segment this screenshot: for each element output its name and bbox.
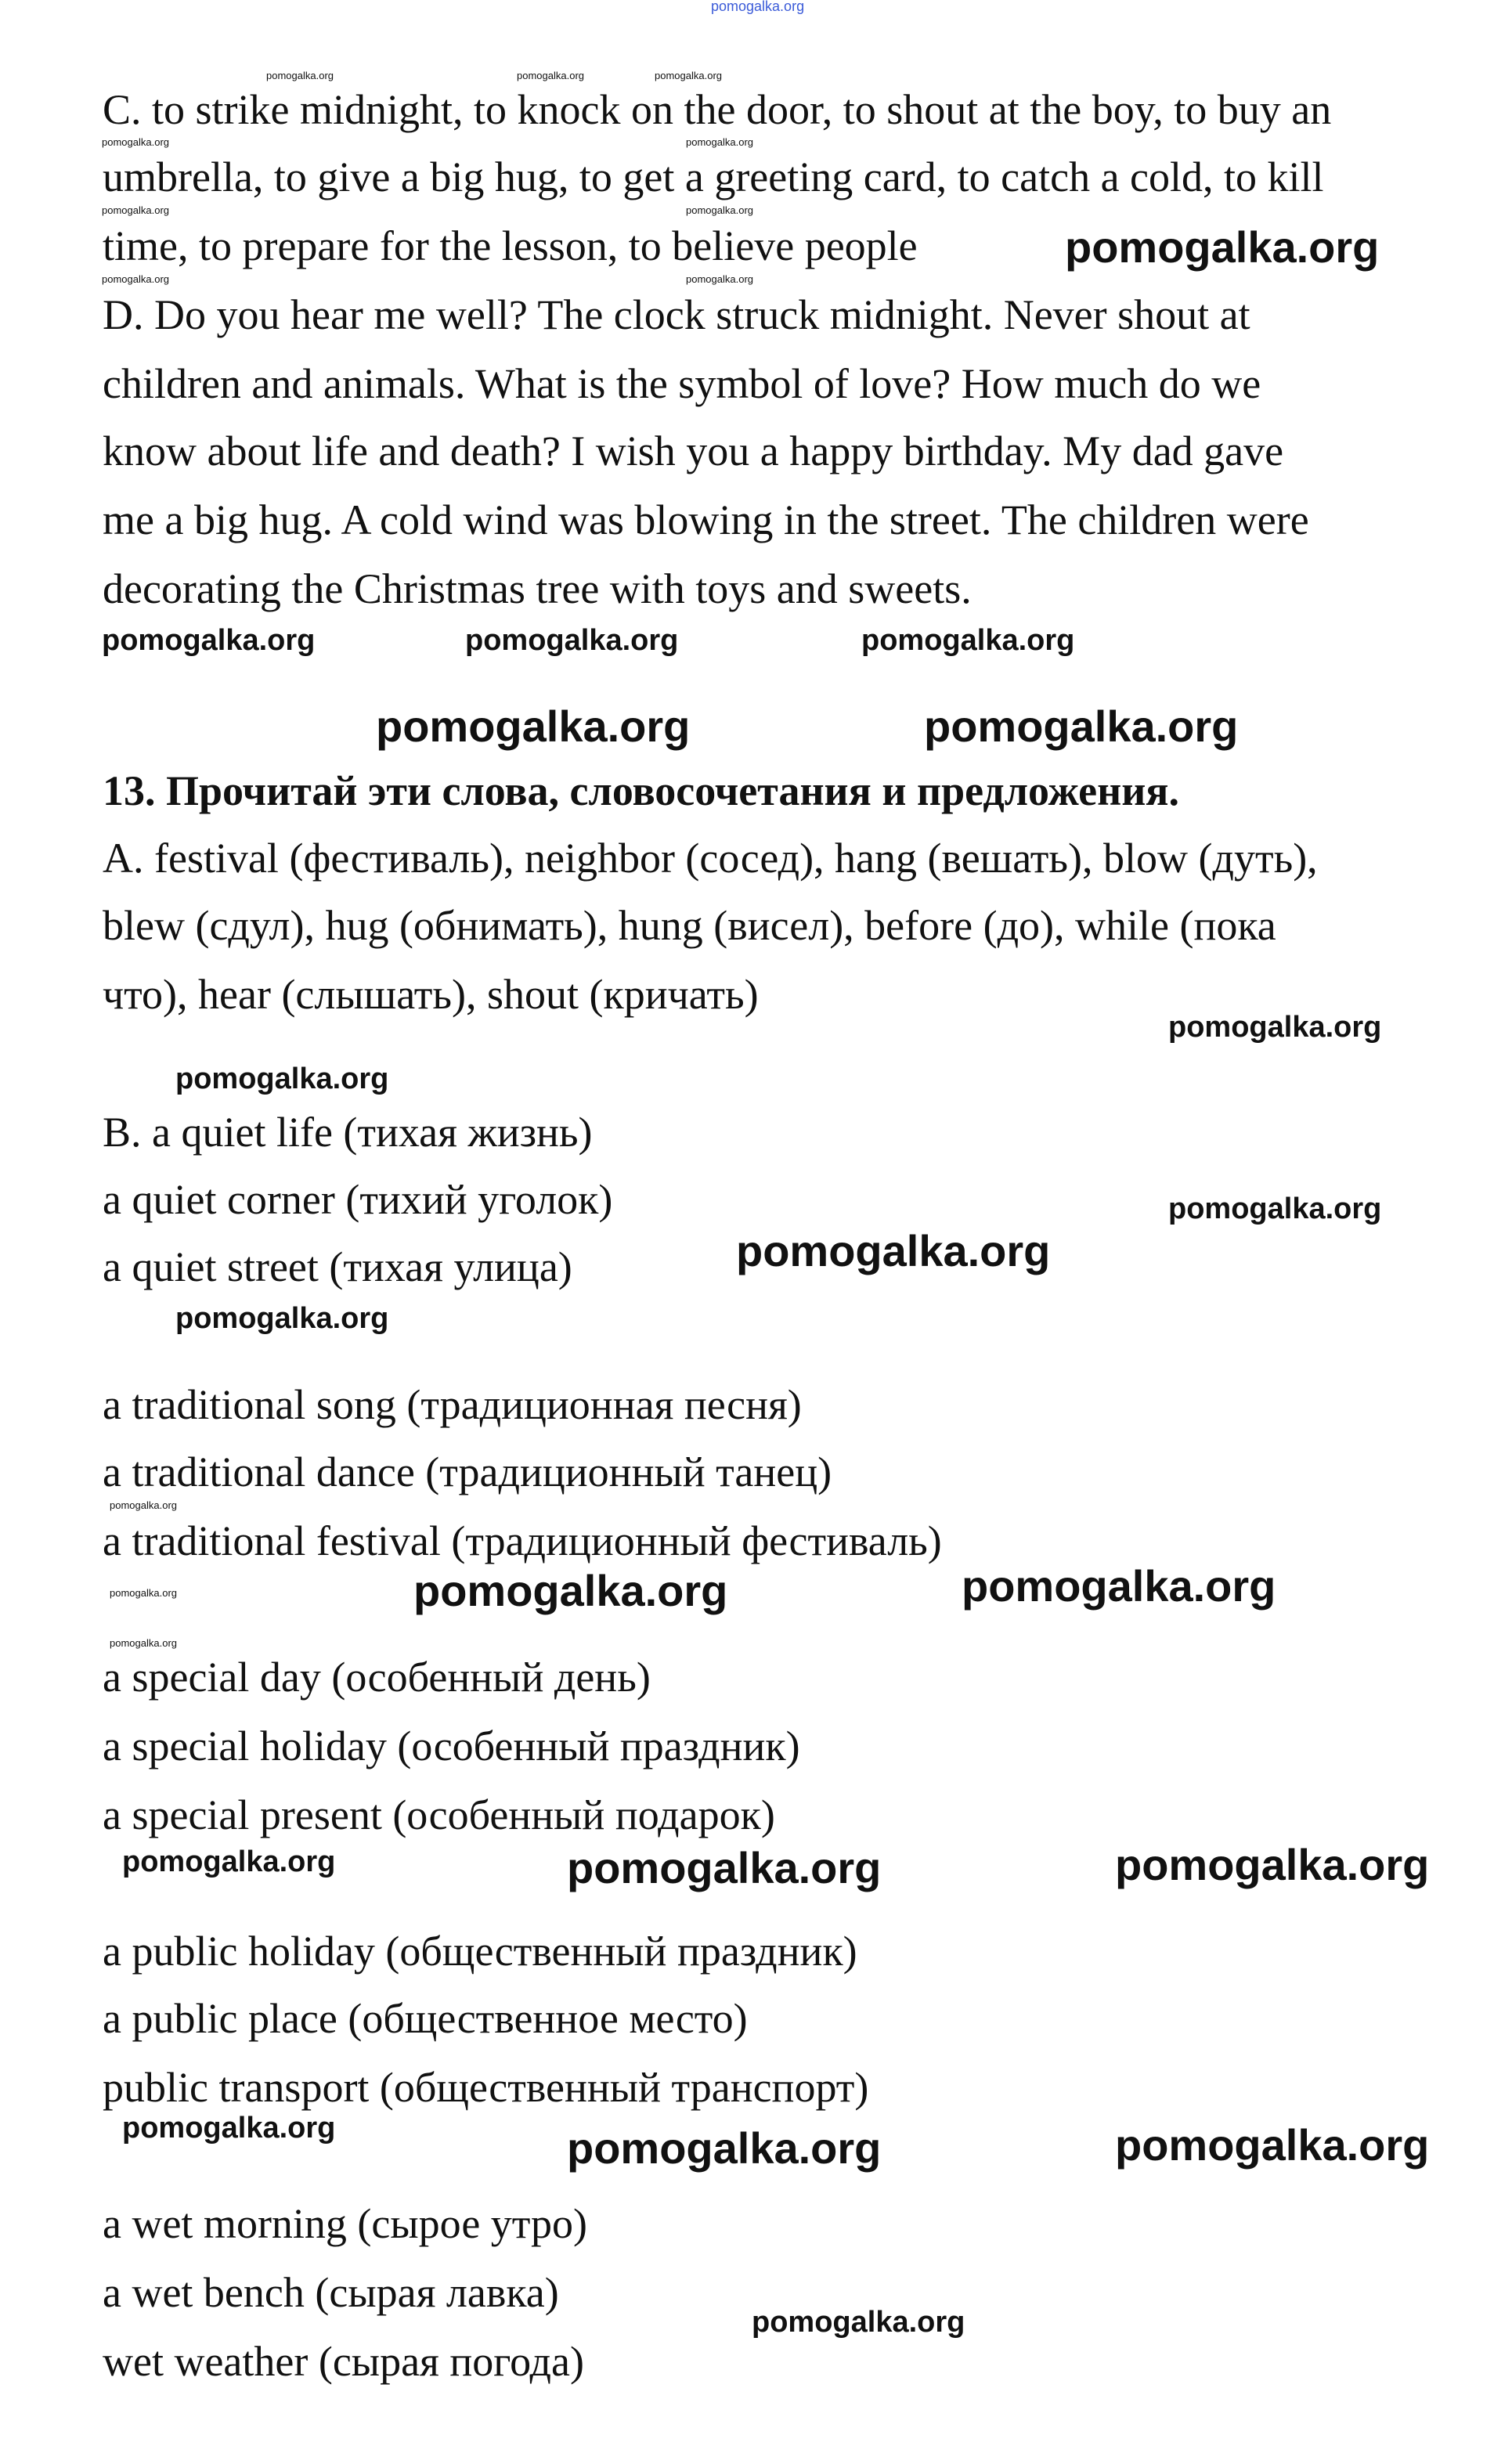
- text-line: a public holiday (общественный праздник): [103, 1928, 857, 1975]
- text-line: D. Do you hear me well? The clock struck midnight. Never shout at: [103, 291, 1250, 338]
- watermark: pomogalka.org: [1065, 222, 1380, 272]
- text-line: wet weather (сырая погода): [103, 2338, 584, 2385]
- text-line: A. festival (фестиваль), neighbor (сосед), hang (вешать), blow (дуть),: [103, 835, 1318, 882]
- watermark: pomogalka.org: [736, 1226, 1051, 1275]
- watermark: pomogalka.org: [567, 2123, 882, 2173]
- watermark: pomogalka.org: [686, 135, 753, 148]
- watermark: pomogalka.org: [1115, 2120, 1430, 2170]
- text-line: time, to prepare for the lesson, to believe people: [103, 222, 918, 269]
- watermark: pomogalka.org: [962, 1561, 1276, 1611]
- watermark: pomogalka.org: [413, 1566, 728, 1615]
- text-line: umbrella, to give a big hug, to get a greeting card, to catch a cold, to kill: [103, 153, 1324, 200]
- watermark: pomogalka.org: [1168, 1011, 1382, 1044]
- text-line: me a big hug. A cold wind was blowing in the street. The children were: [103, 496, 1309, 543]
- watermark: pomogalka.org: [861, 624, 1075, 657]
- text-line: a wet bench (сырая лавка): [103, 2269, 559, 2316]
- watermark: pomogalka.org: [102, 204, 169, 216]
- watermark: pomogalka.org: [1168, 1192, 1382, 1225]
- text-line: a wet morning (сырое утро): [103, 2200, 588, 2247]
- watermark: pomogalka.org: [376, 702, 691, 751]
- watermark: pomogalka.org: [102, 272, 169, 285]
- watermark: pomogalka.org: [686, 272, 753, 285]
- watermark: pomogalka.org: [175, 1062, 389, 1095]
- text-line: children and animals. What is the symbol of love? How much do we: [103, 360, 1261, 407]
- watermark: pomogalka.org: [686, 204, 753, 216]
- text-line: B. a quiet life (тихая жизнь): [103, 1109, 593, 1156]
- watermark: pomogalka.org: [110, 1499, 177, 1511]
- text-line: a quiet corner (тихий уголок): [103, 1176, 613, 1223]
- text-line: что), hear (слышать), shout (кричать): [103, 971, 759, 1018]
- watermark: pomogalka.org: [110, 1636, 177, 1649]
- watermark: pomogalka.org: [752, 2306, 965, 2339]
- text-line: a traditional dance (традиционный танец): [103, 1448, 832, 1495]
- watermark: pomogalka.org: [110, 1586, 177, 1599]
- text-line: a special holiday (особенный праздник): [103, 1723, 800, 1769]
- watermark: pomogalka.org: [102, 624, 316, 657]
- text-line: a special present (особенный подарок): [103, 1791, 775, 1838]
- exercise-heading: 13. Прочитай эти слова, словосочетания и предложения.: [103, 767, 1180, 814]
- watermark: pomogalka.org: [1115, 1840, 1430, 1889]
- text-line: C. to strike midnight, to knock on the door, to shout at the boy, to buy an: [103, 86, 1332, 133]
- watermark: pomogalka.org: [711, 0, 805, 14]
- watermark: pomogalka.org: [517, 69, 584, 81]
- watermark: pomogalka.org: [567, 1843, 882, 1892]
- watermark: pomogalka.org: [266, 69, 334, 81]
- text-line: a traditional festival (традиционный фестиваль): [103, 1517, 942, 1564]
- watermark: pomogalka.org: [175, 1302, 389, 1335]
- watermark: pomogalka.org: [122, 2112, 336, 2145]
- text-line: blew (сдул), hug (обнимать), hung (висел), before (до), while (пока: [103, 902, 1276, 949]
- watermark: pomogalka.org: [465, 624, 679, 657]
- watermark: pomogalka.org: [655, 69, 722, 81]
- watermark: pomogalka.org: [102, 135, 169, 148]
- text-line: a public place (общественное место): [103, 1995, 748, 2042]
- text-line: a quiet street (тихая улица): [103, 1243, 572, 1290]
- text-line: public transport (общественный транспорт): [103, 2064, 869, 2111]
- text-line: a special day (особенный день): [103, 1654, 651, 1701]
- text-line: decorating the Christmas tree with toys and sweets.: [103, 565, 972, 612]
- text-line: know about life and death? I wish you a happy birthday. My dad gave: [103, 427, 1284, 474]
- watermark: pomogalka.org: [924, 702, 1239, 751]
- watermark: pomogalka.org: [122, 1845, 336, 1878]
- text-line: a traditional song (традиционная песня): [103, 1381, 802, 1428]
